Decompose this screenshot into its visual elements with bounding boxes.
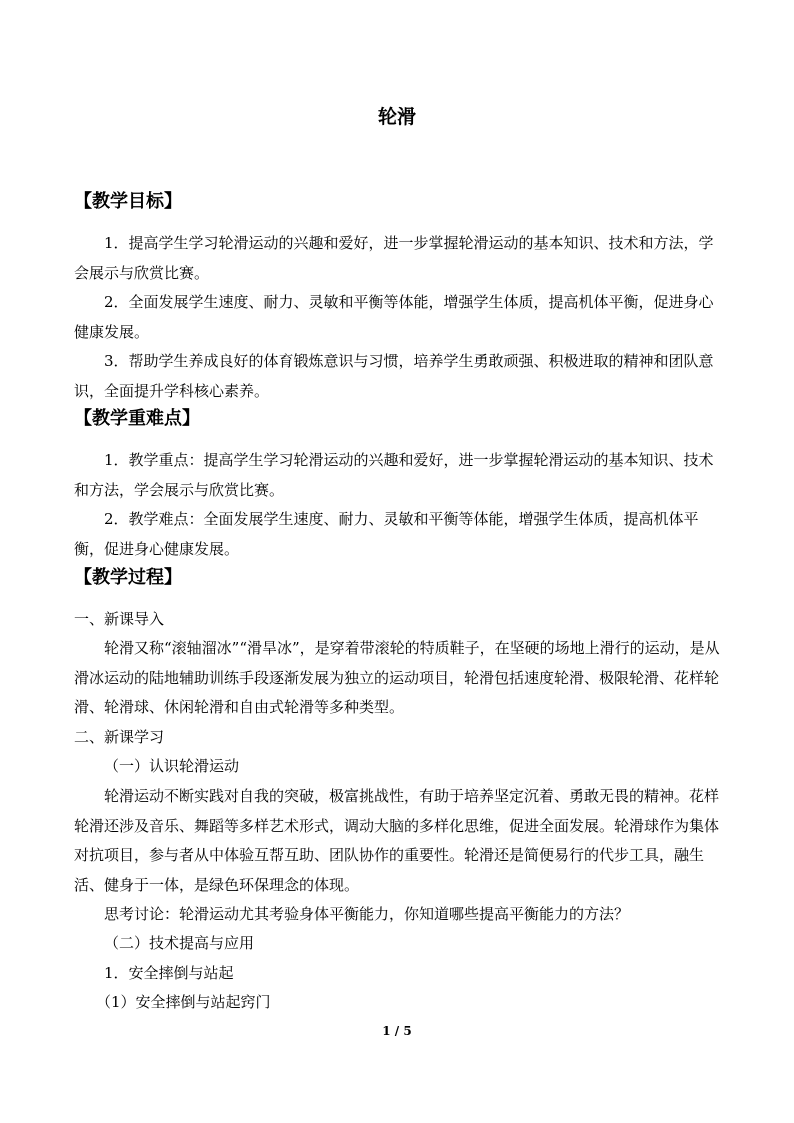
section-heading-objectives: 【教学目标】 — [74, 191, 182, 212]
key-point-item-2: 2．教学难点：全面发展学生速度、耐力、灵敏和平衡等体能，增强学生体质，提高机体平衡，促进身心健康发展。 — [74, 510, 699, 558]
process-sub1-text: 轮滑运动不断实践对自我的突破，极富挑战性，有助于培养坚定沉着、勇敢无畏的精神。花样轮滑还涉及音乐、舞蹈等多样艺术形式，调动大脑的多样化思维，促进全面发展。轮滑球作为集体对抗项目，参与者从中体验互帮互助、团队协作的重要性。轮滑还是简便易行的代步工具，融生活、健身于一体，是绿色环保理念的体现。 — [74, 787, 720, 894]
page-number: 1 / 5 — [382, 1024, 412, 1038]
process-part2-title: 二、新课学习 — [74, 728, 165, 746]
process-discussion: 思考讨论：轮滑运动尤其考验身体平衡能力，你知道哪些提高平衡能力的方法？ — [104, 905, 630, 923]
process-sub1-title: （一）认识轮滑运动 — [104, 757, 240, 775]
process-item1-title: 1．安全摔倒与站起 — [104, 964, 234, 982]
process-part1-title: 一、新课导入 — [74, 610, 165, 628]
process-item1-sub: （1）安全摔倒与站起窍门 — [96, 993, 271, 1011]
objective-item-3: 3．帮助学生养成良好的体育锻炼意识与习惯，培养学生勇敢顽强、积极进取的精神和团队意识，全面提升学科核心素养。 — [74, 352, 714, 400]
section-heading-process: 【教学过程】 — [74, 567, 182, 588]
section-heading-key-points: 【教学重难点】 — [74, 408, 200, 429]
objective-item-2: 2．全面发展学生速度、耐力、灵敏和平衡等体能，增强学生体质，提高机体平衡，促进身心健康发展。 — [74, 293, 714, 341]
process-part1-text: 轮滑又称“滚轴溜冰”“滑旱冰”，是穿着带滚轮的特质鞋子，在坚硬的场地上滑行的运动，是从滑冰运动的陆地辅助训练手段逐渐发展为独立的运动项目，轮滑包括速度轮滑、极限轮滑、花样轮滑、轮滑球、休闲轮滑和自由式轮滑等多种类型。 — [74, 639, 720, 716]
document-title: 轮滑 — [377, 106, 416, 128]
process-sub2-title: （二）技术提高与应用 — [104, 934, 255, 952]
objective-item-1: 1．提高学生学习轮滑运动的兴趣和爱好，进一步掌握轮滑运动的基本知识、技术和方法，学会展示与欣赏比赛。 — [74, 234, 714, 282]
key-point-item-1: 1．教学重点：提高学生学习轮滑运动的兴趣和爱好，进一步掌握轮滑运动的基本知识、技术和方法，学会展示与欣赏比赛。 — [74, 451, 714, 499]
